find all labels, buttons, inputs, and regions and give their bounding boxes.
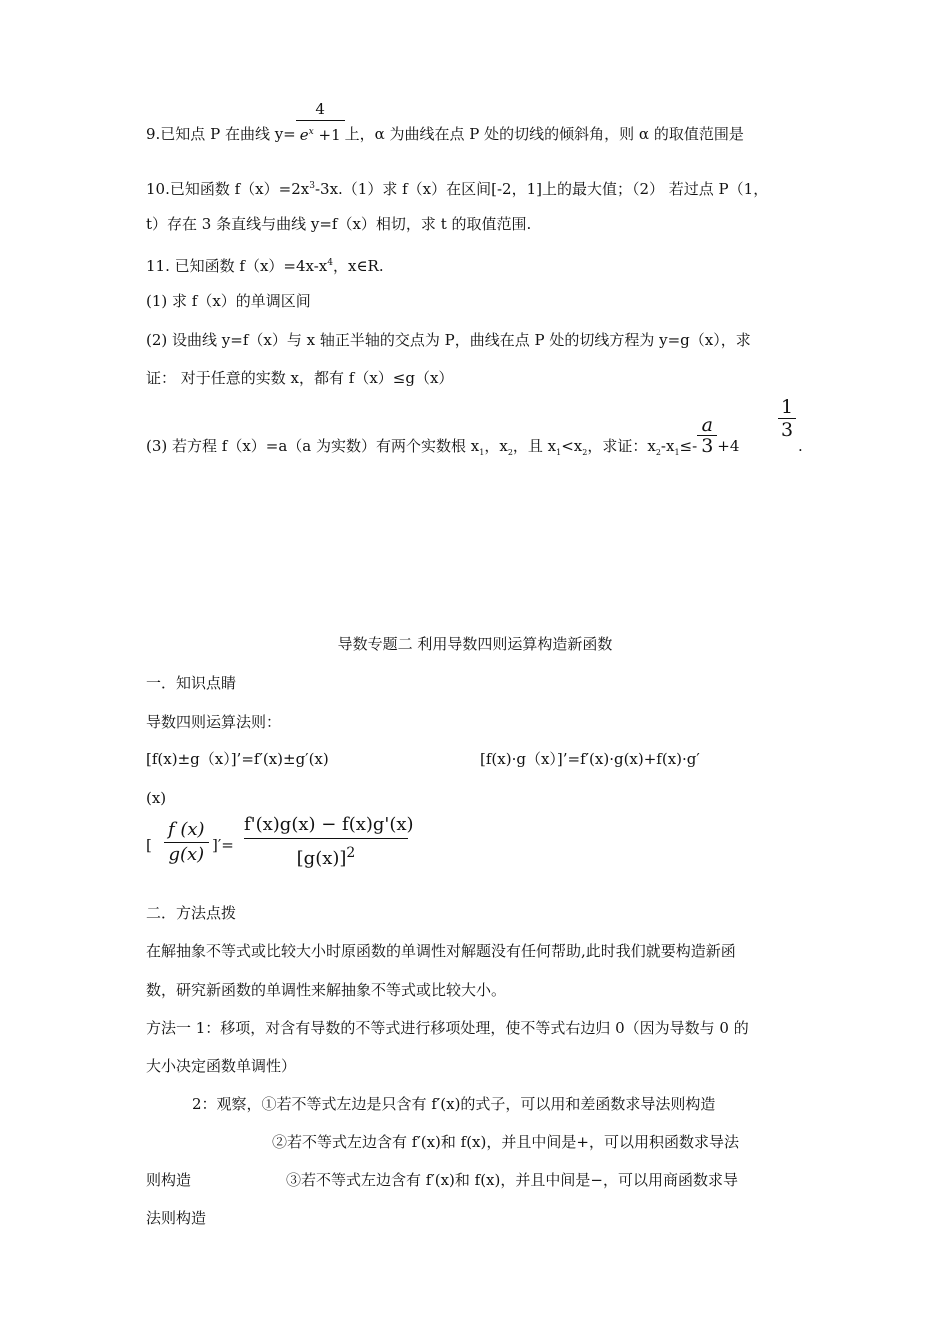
q11-part2-line1: (2) 设曲线 y=f（x）与 x 轴正半轴的交点为 P，曲线在点 P 处的切线方程为 y=g（x），求 — [146, 331, 751, 349]
method2-line3a: 则构造 — [146, 1171, 192, 1189]
q9-suffix: 上，α 为曲线在点 P 处的切线的倾斜角，则 α 的取值范围是 — [344, 125, 744, 143]
para1-line2: 数，研究新函数的单调性来解抽象不等式或比较大小。 — [146, 981, 507, 999]
rule-product: [f(x)·g（x）]’=f′(x)·g(x)+f(x)·g′ — [480, 750, 700, 768]
q9-frac-den: $e^x +1$ — [299, 126, 341, 144]
section-title: 导数专题二 利用导数四则运算构造新函数 — [337, 635, 613, 653]
heading-knowledge: 一．知识点睛 — [146, 674, 237, 692]
q11-part1: (1) 求 f（x）的单调区间 — [146, 292, 311, 310]
q11-part3-end: . — [798, 437, 803, 455]
q9-prefix: 9.已知点 P 在曲线 y= — [146, 125, 296, 143]
q11-part2-line2: 证： 对于任意的实数 x，都有 f（x）≤g（x） — [146, 369, 454, 387]
q11-frac-a3: $\frac{a}{3}$ — [697, 415, 717, 456]
para1-line1: 在解抽象不等式或比较大小时原函数的单调性对解题没有任何帮助,此时我们就要构造新函 — [146, 942, 736, 960]
q9-fraction — [296, 98, 345, 146]
q11-part3: (3) 若方程 f（x）=a（a 为实数）有两个实数根 $x_1$，$x_2$，且 $x_1<x_2$，求证：$x_2-x_1\le-$ $\frac{a}{3}$ +4 — [146, 413, 740, 457]
method2-line2: ②若不等式左边含有 f′(x)和 f(x)，并且中间是+，可以用积函数求导法 — [272, 1133, 739, 1151]
method2-line3b: ③若不等式左边含有 f′(x)和 f(x)，并且中间是−，可以用商函数求导 — [286, 1171, 738, 1189]
method2-line4: 法则构造 — [146, 1209, 207, 1227]
q11-exponent-frac: 1 3 — [778, 396, 796, 441]
method1-line1: 方法一 1：移项，对含有导数的不等式进行移项处理，使不等式右边归 0（因为导数与 0 的 — [146, 1019, 749, 1037]
q10-line2: t）存在 3 条直线与曲线 y=f（x）相切，求 t 的取值范围. — [146, 215, 532, 233]
heading-method: 二．方法点拨 — [146, 904, 237, 922]
q9-frac-num: 4 — [296, 98, 345, 121]
q10-line1: 10.已知函数 $f(x)=2x^3-3x.(1)$求 f（x）在区间[-2，1]上的最大值；（2） 若过点 P（1， — [146, 180, 769, 198]
q11-line: 11. 已知函数 $f(x)=4x-x^4$，x∈R. — [146, 257, 384, 275]
rules-label: 导数四则运算法则： — [146, 713, 282, 731]
rule-sum: [f(x)±g（x）]’=f′(x)±g′(x) — [146, 750, 329, 768]
method1-line2: 大小决定函数单调性） — [146, 1057, 297, 1075]
q9-line — [146, 100, 744, 146]
rule-product-cont: (x) — [146, 789, 167, 807]
quot-left-frac: f (x) g(x) — [164, 818, 209, 867]
method2-line1: 2：观察，①若不等式左边是只含有 f′(x)的式子，可以用和差函数求导法则构造 — [192, 1095, 716, 1113]
quot-right-frac: f'(x)g(x) − f(x)g'(x) $[g(x)]^2$ — [244, 814, 414, 869]
